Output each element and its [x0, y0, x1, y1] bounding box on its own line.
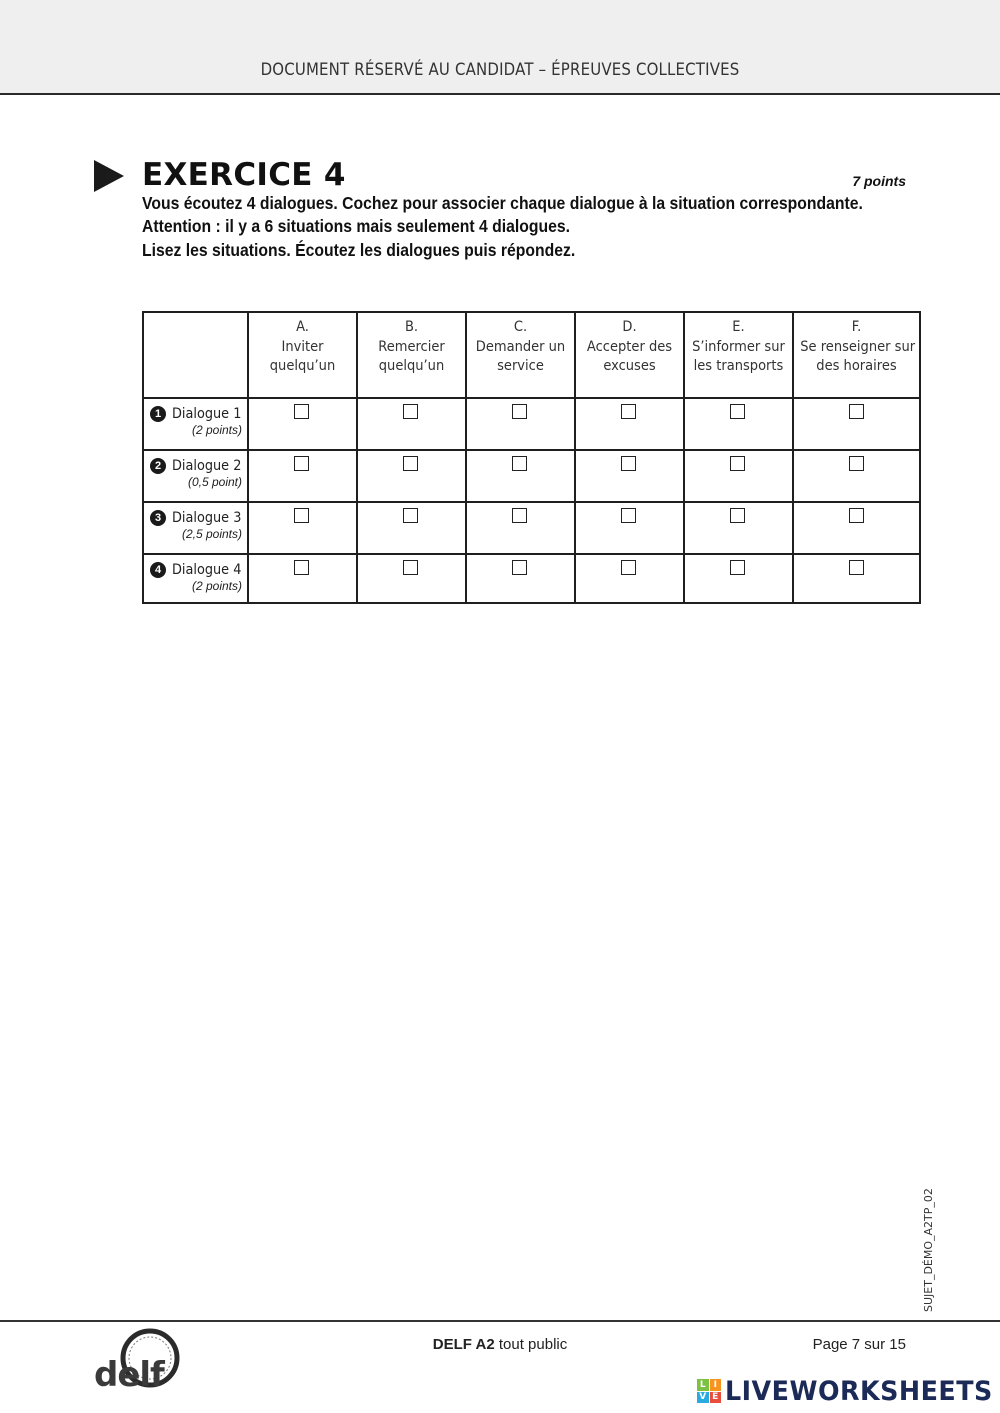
liveworksheets-brand[interactable] — [697, 1376, 1000, 1406]
grid-line — [144, 501, 919, 503]
checkbox-d1-d[interactable] — [621, 404, 636, 419]
checkbox-d1-f[interactable] — [849, 404, 864, 419]
header-title: DOCUMENT RÉSERVÉ AU CANDIDAT – ÉPREUVES COLLECTIVES — [260, 60, 740, 80]
column-header-d — [576, 318, 683, 377]
checkbox-d2-b[interactable] — [403, 456, 418, 471]
column-header-e — [685, 318, 792, 377]
row-label-dialogue-3 — [150, 510, 242, 541]
column-header-f — [794, 318, 919, 377]
checkbox-d1-b[interactable] — [403, 404, 418, 419]
checkbox-d4-e[interactable] — [730, 560, 745, 575]
play-arrow-icon — [94, 160, 124, 192]
column-label: S’informer sur — [692, 338, 785, 355]
dialogue-points: (0,5 point) — [187, 475, 242, 489]
checkbox-d1-e[interactable] — [730, 404, 745, 419]
instruction-line-3: Lisez les situations. Écoutez les dialogues puis répondez. — [142, 240, 576, 260]
liveworksheets-wordmark: LIVEWORKSHEETS — [725, 1375, 993, 1407]
column-letter: D. — [622, 319, 637, 335]
column-letter: F. — [851, 319, 862, 335]
number-badge-icon: 2 — [150, 458, 166, 474]
column-header-b — [358, 318, 465, 377]
logo-tile: E — [710, 1392, 722, 1404]
column-letter: B. — [404, 319, 419, 335]
column-letter: E. — [732, 319, 745, 335]
footer-exam-level: DELF A2 — [432, 1336, 495, 1353]
checkbox-d3-a[interactable] — [294, 508, 309, 523]
dialogue-label: Dialogue 1 — [172, 406, 242, 422]
checkbox-d3-c[interactable] — [512, 508, 527, 523]
checkbox-d2-d[interactable] — [621, 456, 636, 471]
grid-line — [144, 449, 919, 451]
column-label: Accepter des — [586, 338, 673, 355]
column-label: Demander un — [475, 338, 566, 355]
column-letter: A. — [296, 319, 309, 335]
column-label: excuses — [603, 358, 656, 374]
logo-tile: V — [697, 1392, 709, 1404]
header-band — [0, 0, 1000, 95]
delf-logo-text: delf — [94, 1355, 164, 1394]
column-label: service — [497, 358, 544, 374]
checkbox-d2-e[interactable] — [730, 456, 745, 471]
column-label: des horaires — [816, 358, 897, 374]
dialogue-points: (2 points) — [191, 423, 242, 437]
logo-tile: I — [710, 1379, 722, 1391]
number-badge-icon: 1 — [150, 406, 166, 422]
column-label: Remercier — [378, 338, 445, 355]
grid-line — [144, 397, 919, 399]
column-label: Se renseigner sur — [800, 338, 916, 355]
answer-grid — [142, 311, 921, 604]
number-badge-icon: 3 — [150, 510, 166, 526]
column-letter: C. — [513, 319, 528, 335]
instruction-line-1: Vous écoutez 4 dialogues. Cochez pour associer chaque dialogue à la situation correspondante. — [142, 193, 863, 213]
dialogue-points: (2 points) — [191, 579, 242, 593]
row-label-dialogue-4 — [150, 562, 242, 593]
grid-line — [144, 553, 919, 555]
row-label-dialogue-2 — [150, 458, 242, 489]
column-label: les transports — [693, 358, 784, 374]
exercise-title: EXERCICE 4 — [142, 157, 346, 193]
footer-page-number: Page 7 sur 15 — [812, 1336, 906, 1353]
checkbox-d1-a[interactable] — [294, 404, 309, 419]
liveworksheets-logo-icon — [697, 1379, 721, 1403]
dialogue-label: Dialogue 4 — [172, 562, 242, 578]
dialogue-points: (2,5 points) — [181, 527, 242, 541]
column-header-c — [467, 318, 574, 377]
checkbox-d2-f[interactable] — [849, 456, 864, 471]
row-label-dialogue-1 — [150, 406, 242, 437]
checkbox-d4-f[interactable] — [849, 560, 864, 575]
checkbox-d4-c[interactable] — [512, 560, 527, 575]
column-label: quelqu’un — [378, 358, 445, 374]
exercise-points: 7 points — [852, 173, 906, 189]
checkbox-d4-b[interactable] — [403, 560, 418, 575]
checkbox-d3-b[interactable] — [403, 508, 418, 523]
dialogue-label: Dialogue 3 — [172, 510, 242, 526]
checkbox-d2-c[interactable] — [512, 456, 527, 471]
checkbox-d3-f[interactable] — [849, 508, 864, 523]
document-code: SUJET_DÉMO_A2TP_02 — [922, 1188, 935, 1312]
delf-logo-icon — [92, 1322, 184, 1394]
footer-exam-audience: tout public — [494, 1336, 568, 1353]
checkbox-d4-d[interactable] — [621, 560, 636, 575]
checkbox-d3-e[interactable] — [730, 508, 745, 523]
column-label: quelqu’un — [269, 358, 336, 374]
dialogue-label: Dialogue 2 — [172, 458, 242, 474]
checkbox-d4-a[interactable] — [294, 560, 309, 575]
checkbox-d1-c[interactable] — [512, 404, 527, 419]
number-badge-icon: 4 — [150, 562, 166, 578]
column-header-a — [249, 318, 356, 377]
delf-logo — [92, 1322, 184, 1394]
checkbox-d3-d[interactable] — [621, 508, 636, 523]
column-label: Inviter — [281, 338, 324, 355]
instruction-line-2: Attention : il y a 6 situations mais seulement 4 dialogues. — [142, 216, 570, 236]
checkbox-d2-a[interactable] — [294, 456, 309, 471]
logo-tile: L — [697, 1379, 709, 1391]
